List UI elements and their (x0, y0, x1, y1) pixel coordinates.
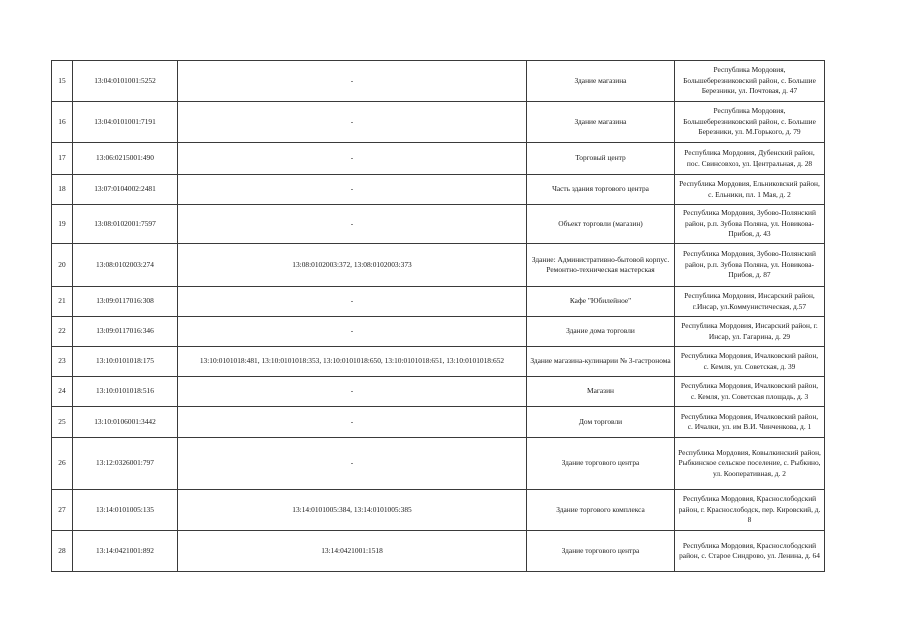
object-address: Республика Мордовия, Дубенский район, пос. Свинсовхоз, ул. Центральная, д. 28 (675, 143, 825, 175)
cadastral-number: 13:10:0101018:516 (73, 377, 178, 407)
object-name: Кафе "Юбилейное" (527, 287, 675, 317)
object-name: Здание магазина (527, 102, 675, 143)
cadastral-number: 13:09:0117016:346 (73, 317, 178, 347)
table-row (52, 244, 825, 287)
related-cadastral-numbers: - (178, 287, 527, 317)
object-address: Республика Мордовия, Ичалковский район, с. Ичалки, ул. им В.И. Чинченкова, д. 1 (675, 407, 825, 438)
related-cadastral-numbers: 13:14:0101005:384, 13:14:0101005:385 (178, 490, 527, 531)
object-address: Республика Мордовия, Краснослободский район, г. Краснослободск, пер. Кировский, д. 8 (675, 490, 825, 531)
object-name: Здание магазина (527, 61, 675, 102)
registry-table-body (52, 61, 825, 572)
row-number: 27 (52, 490, 73, 531)
related-cadastral-numbers: - (178, 102, 527, 143)
cadastral-number: 13:06:0215001:490 (73, 143, 178, 175)
row-number: 18 (52, 175, 73, 205)
row-number: 23 (52, 347, 73, 377)
cadastral-number: 13:14:0421001:892 (73, 531, 178, 572)
object-address: Республика Мордовия, Большеберезниковский район, с. Большие Березники, ул. М.Горького, д. 79 (675, 102, 825, 143)
related-cadastral-numbers: 13:14:0421001:1518 (178, 531, 527, 572)
table-row (52, 205, 825, 244)
related-cadastral-numbers: - (178, 143, 527, 175)
cadastral-number: 13:08:0102001:7597 (73, 205, 178, 244)
object-address: Республика Мордовия, Большеберезниковский район, с. Большие Березники, ул. Почтовая, д. 47 (675, 61, 825, 102)
row-number: 22 (52, 317, 73, 347)
object-address: Республика Мордовия, Инсарский район, г.Инсар, ул.Коммунистическая, д.57 (675, 287, 825, 317)
object-name: Здание магазина-кулинарии № 3-гастронома (527, 347, 675, 377)
object-name: Дом торговли (527, 407, 675, 438)
object-name: Магазин (527, 377, 675, 407)
table-row (52, 317, 825, 347)
related-cadastral-numbers: - (178, 61, 527, 102)
object-address: Республика Мордовия, Ичалковский район, с. Кемля, ул. Советская площадь, д. 3 (675, 377, 825, 407)
object-address: Республика Мордовия, Зубово-Полянский район, р.п. Зубова Поляна, ул. Новикова-Прибоя, д. 87 (675, 244, 825, 287)
object-address: Республика Мордовия, Зубово-Полянский район, р.п. Зубова Поляна, ул. Новикова-Прибоя, д. 43 (675, 205, 825, 244)
row-number: 24 (52, 377, 73, 407)
object-address: Республика Мордовия, Ельниковский район, с. Ельники, пл. 1 Мая, д. 2 (675, 175, 825, 205)
related-cadastral-numbers: - (178, 407, 527, 438)
table-row (52, 175, 825, 205)
row-number: 16 (52, 102, 73, 143)
object-name: Объект торговли (магазин) (527, 205, 675, 244)
object-name: Здание дома торговли (527, 317, 675, 347)
object-address: Республика Мордовия, Краснослободский район, с. Старое Синдрово, ул. Ленина, д. 64 (675, 531, 825, 572)
cadastral-number: 13:04:0101001:5252 (73, 61, 178, 102)
related-cadastral-numbers: - (178, 205, 527, 244)
related-cadastral-numbers: - (178, 438, 527, 490)
table-row (52, 287, 825, 317)
row-number: 21 (52, 287, 73, 317)
table-row (52, 438, 825, 490)
row-number: 15 (52, 61, 73, 102)
row-number: 19 (52, 205, 73, 244)
related-cadastral-numbers: 13:10:0101018:481, 13:10:0101018:353, 13:10:0101018:650, 13:10:0101018:651, 13:10:0101018:652 (178, 347, 527, 377)
table-row (52, 102, 825, 143)
registry-table (51, 60, 825, 572)
related-cadastral-numbers: - (178, 175, 527, 205)
table-row (52, 531, 825, 572)
row-number: 26 (52, 438, 73, 490)
row-number: 28 (52, 531, 73, 572)
object-name: Часть здания торгового центра (527, 175, 675, 205)
object-name: Здание торгового комплекса (527, 490, 675, 531)
cadastral-number: 13:14:0101005:135 (73, 490, 178, 531)
cadastral-number: 13:08:0102003:274 (73, 244, 178, 287)
object-name: Здание торгового центра (527, 531, 675, 572)
cadastral-number: 13:12:0326001:797 (73, 438, 178, 490)
related-cadastral-numbers: - (178, 377, 527, 407)
table-row (52, 347, 825, 377)
object-address: Республика Мордовия, Инсарский район, г. Инсар, ул. Гагарина, д. 29 (675, 317, 825, 347)
row-number: 20 (52, 244, 73, 287)
cadastral-number: 13:04:0101001:7191 (73, 102, 178, 143)
cadastral-number: 13:10:0106001:3442 (73, 407, 178, 438)
object-name: Здание торгового центра (527, 438, 675, 490)
cadastral-number: 13:07:0104002:2481 (73, 175, 178, 205)
cadastral-number: 13:09:0117016:308 (73, 287, 178, 317)
table-row (52, 407, 825, 438)
related-cadastral-numbers: - (178, 317, 527, 347)
table-row (52, 490, 825, 531)
table-row (52, 61, 825, 102)
object-name: Торговый центр (527, 143, 675, 175)
table-row (52, 143, 825, 175)
object-address: Республика Мордовия, Ичалковский район, с. Кемля, ул. Советская, д. 39 (675, 347, 825, 377)
object-address: Республика Мордовия, Ковылкинский район, Рыбкинское сельское поселение, с. Рыбкино, ул. Кооперативная, д. 2 (675, 438, 825, 490)
related-cadastral-numbers: 13:08:0102003:372, 13:08:0102003:373 (178, 244, 527, 287)
row-number: 25 (52, 407, 73, 438)
cadastral-number: 13:10:0101018:175 (73, 347, 178, 377)
table-row (52, 377, 825, 407)
row-number: 17 (52, 143, 73, 175)
object-name: Здание: Административно-бытовой корпус. Ремонтно-техническая мастерская (527, 244, 675, 287)
